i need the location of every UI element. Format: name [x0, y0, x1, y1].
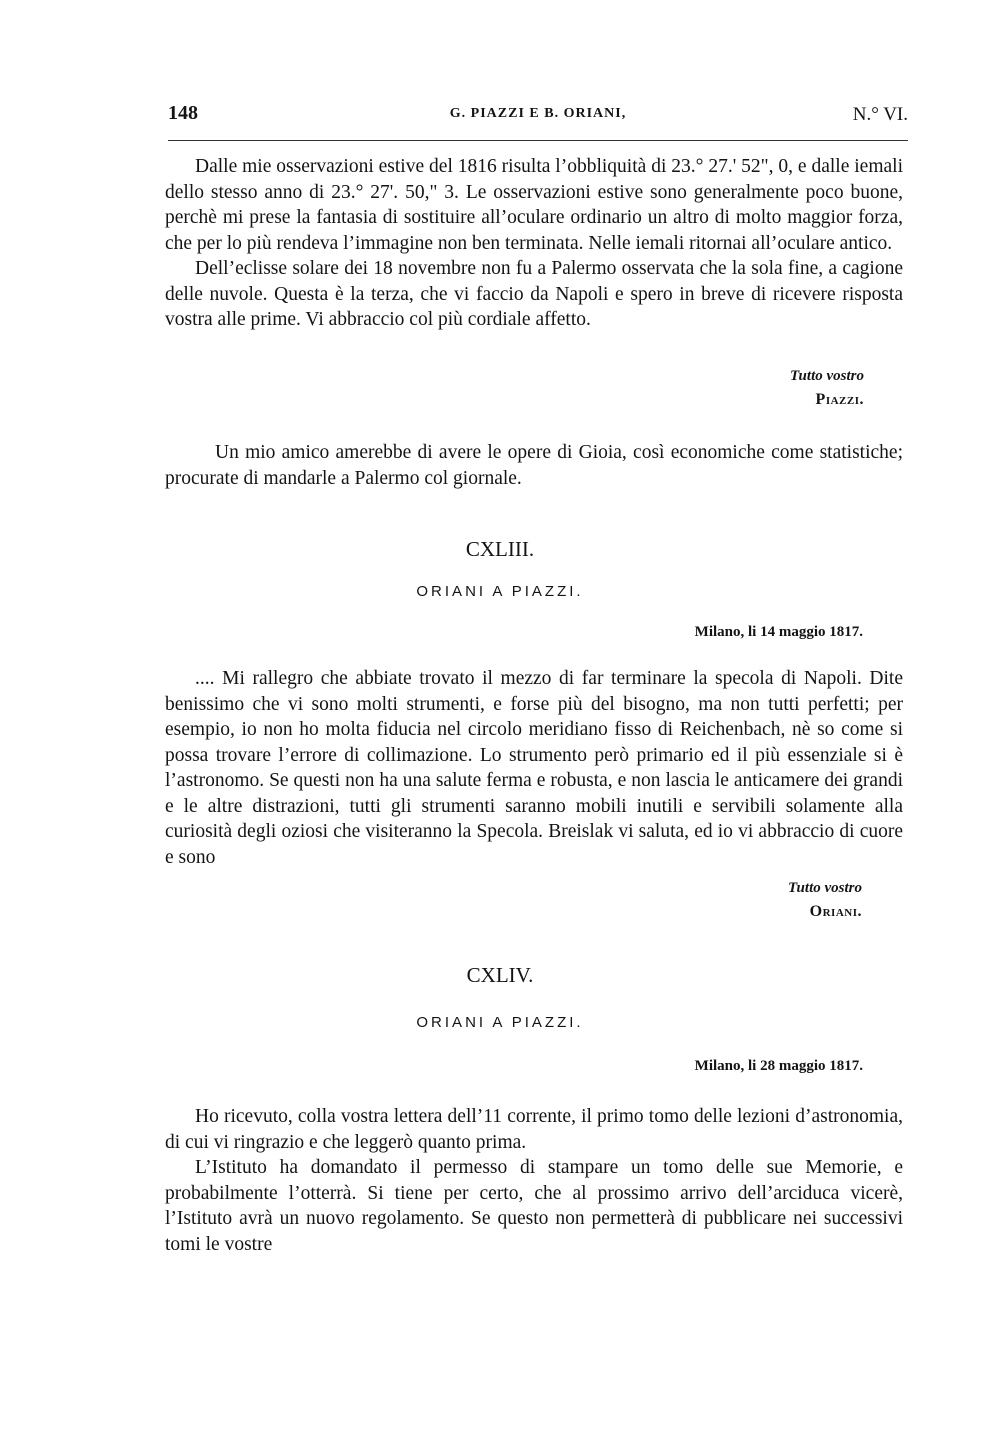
letter-continuation-body	[165, 154, 903, 333]
paragraph: Dell’eclisse solare dei 18 novembre non fu a Palermo osservata che la sola fine, a cagione delle nuvole. Questa è la terza, che vi faccio da Napoli e spero in breve di ricevere risposta vostra alle prime. Vi abbraccio col più cordiale affetto.	[165, 258, 903, 330]
signature-name: Oriani.	[809, 903, 862, 920]
signature-block-oriani	[788, 880, 862, 921]
postscript	[165, 440, 903, 491]
signature-block-piazzi	[790, 368, 864, 409]
running-header	[168, 102, 908, 132]
letter-body	[165, 666, 903, 870]
paragraph: Dalle mie osservazioni estive del 1816 risulta l’obbliquità di 23.° 27.' 52", 0, e dalle iemali dello stesso anno di 23.° 27'. 50," 3. Le osservazioni estive sono generalmente poco buone, perchè mi prese la fantasia di sostituire all’oculare ordinario un altro di molto maggior forza, che per lo più rendeva l’immagine non ben terminata. Nelle iemali ritornai all’oculare antico.	[165, 156, 903, 254]
letter-body	[165, 1104, 903, 1257]
running-title: G. PIAZZI E B. ORIANI,	[449, 106, 627, 121]
letter-title: ORIANI A PIAZZI.	[416, 583, 584, 600]
dateline: Milano, li 28 maggio 1817.	[694, 1058, 863, 1074]
dateline: Milano, li 14 maggio 1817.	[694, 624, 863, 640]
paragraph: Ho ricevuto, colla vostra lettera dell’11 corrente, il primo tomo delle lezioni d’astronomia, di cui vi ringrazio e che leggerò quanto prima.	[165, 1106, 903, 1153]
paragraph: Un mio amico amerebbe di avere le opere di Gioia, così economiche come statistiche; procurate di mandarle a Palermo col giornale.	[165, 442, 903, 489]
letter-title: ORIANI A PIAZZI.	[416, 1014, 584, 1031]
closing-formula: Tutto vostro	[787, 880, 862, 896]
header-rule	[168, 140, 908, 141]
letter-number: CXLIV.	[466, 963, 534, 987]
paragraph: .... Mi rallegro che abbiate trovato il mezzo di far terminare la specola di Napoli. Dite benissimo che vi sono molti strumenti, e forse più del bisogno, ma non tutti perfetti; per esempio, io non ho molta fiducia nel circolo meridiano fisso di Reichenbach, nè so come si possa trovare l’errore di collimazione. Lo strumento però primario ed il più essenziale si è l’astronomo. Se questi non ha una salute ferma e robusta, e non lascia le anticamere dei grandi e le altre distrazioni, tutti gli strumenti saranno mobili inutili e servibili solamente alla curiosità degli oziosi che visiteranno la Specola. Breislak vi saluta, ed io vi abbraccio di cuore e sono	[165, 668, 903, 868]
closing-formula: Tutto vostro	[789, 368, 864, 384]
page-number: 148	[168, 102, 198, 124]
paragraph: L’Istituto ha domandato il permesso di stampare un tomo delle sue Memorie, e probabilmente l’otterrà. Si tiene per certo, che al prossimo arrivo dell’arciduca vicerè, l’Istituto avrà un nuovo regolamento. Se questo non permetterà di pubblicare nei successivi tomi le vostre	[165, 1157, 903, 1255]
signature-name: Piazzi.	[815, 391, 864, 408]
section-number: N.° VI.	[852, 104, 908, 125]
letter-number: CXLIII.	[465, 537, 535, 561]
